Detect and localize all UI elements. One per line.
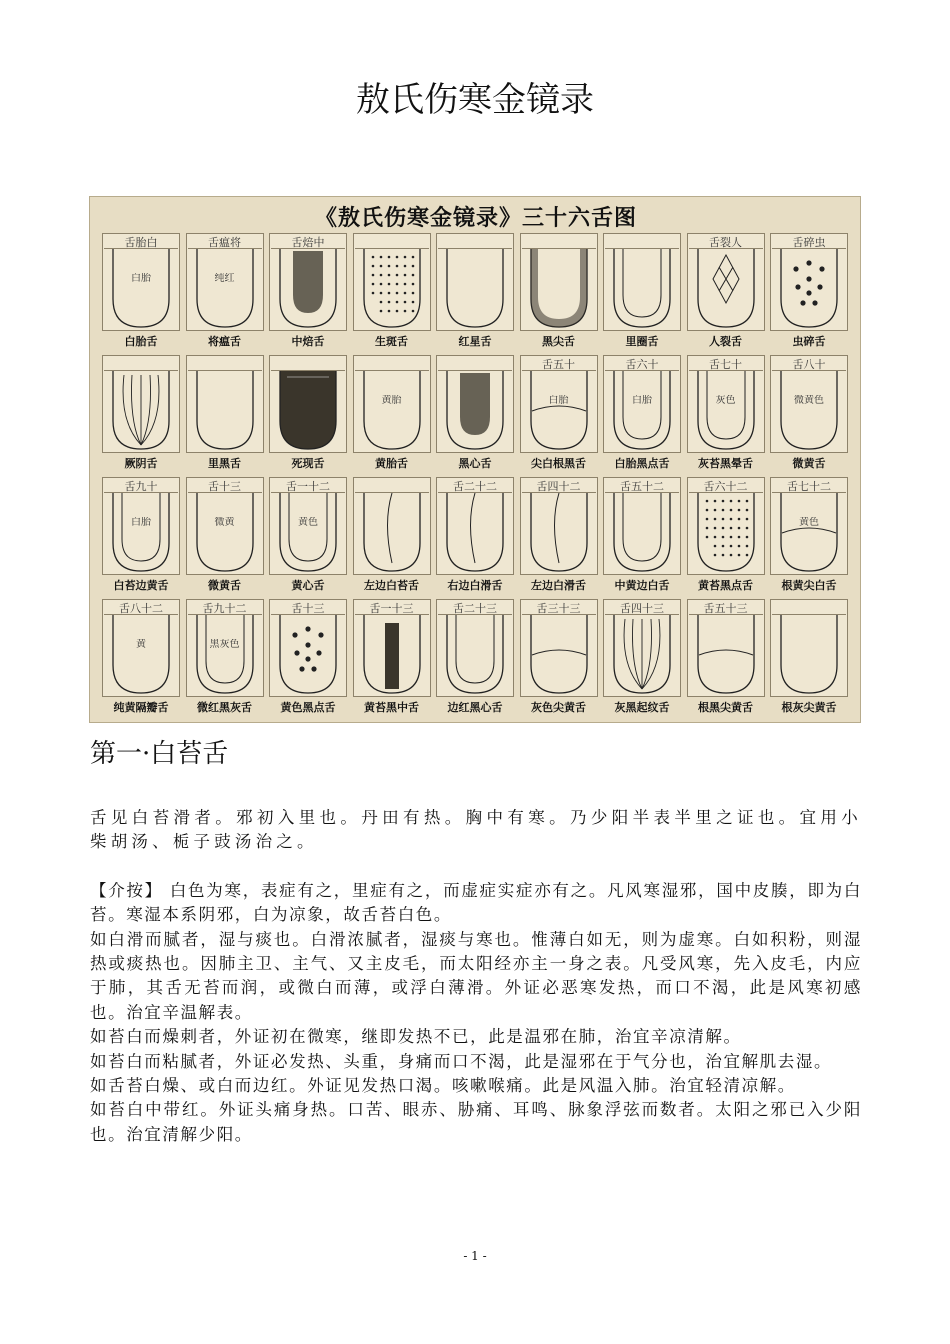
tongue-label: 中焙舌 xyxy=(291,335,325,348)
tongue-inner-text xyxy=(623,517,661,553)
tongue-inner-text: 黄色 xyxy=(298,517,318,528)
tongue-header: 舌七十 xyxy=(689,356,763,371)
tongue-inner-text xyxy=(373,273,411,309)
tongue-figure xyxy=(100,475,182,595)
tongue-label: 灰苔黑晕舌 xyxy=(698,457,753,470)
tongue-inner-text: 白胎 xyxy=(131,517,151,528)
tongue-label: 黄苔黑点舌 xyxy=(698,579,753,592)
tongue-header xyxy=(772,600,846,615)
paragraph: 如苔白而粘腻者，外证必发热、头重，身痛而口不渴，此是湿邪在于气分也，治宜解肌去湿。 xyxy=(90,1051,833,1071)
tongue-inner-text xyxy=(707,639,745,675)
tongue-label: 中黄边白舌 xyxy=(614,579,670,592)
document-title: 敖氏伤寒金镜录 xyxy=(356,80,594,120)
tongue-label: 左边白苔舌 xyxy=(364,579,419,592)
tongue-label: 微红黑灰舌 xyxy=(197,701,252,714)
tongue-label: 根灰尖黄舌 xyxy=(781,701,837,714)
tongue-inner-text: 微黄 xyxy=(214,517,235,528)
tongue-inner-text xyxy=(707,273,745,309)
tongue-figure xyxy=(601,597,683,717)
tongue-figure xyxy=(184,597,266,717)
tongue-header: 舌一十三 xyxy=(355,600,429,615)
tongue-label: 黑心舌 xyxy=(458,457,492,470)
tongue-figure xyxy=(518,231,600,351)
tongue-header: 舌九十二 xyxy=(188,600,262,615)
tongue-header xyxy=(271,356,345,371)
tongue-label: 微黄舌 xyxy=(208,579,241,592)
tongue-figure xyxy=(184,353,266,473)
paragraph: 如白滑而腻者，湿与痰也。白滑浓腻者，湿痰与寒也。惟薄白如无，则为虚寒。白如积粉，则湿热或痰热也。因肺主卫、主气、又主皮毛，而太阳经亦主一身之表。凡受风寒，先入皮毛，内应于肺，其舌无苔而润，或微白而薄，或浮白薄滑。外证必恶寒发热，而口不渴，此是风寒初感也。治宜辛温解表。 xyxy=(90,929,862,1022)
tongue-figure xyxy=(518,475,600,595)
tongue-label: 将瘟舌 xyxy=(208,335,241,348)
tongue-inner-text xyxy=(540,273,578,309)
tongue-figure xyxy=(768,353,850,473)
tongue-label: 微黄舌 xyxy=(792,457,826,470)
tongue-header: 舌二十三 xyxy=(438,600,512,615)
tongue-header xyxy=(188,356,262,371)
tongue-label: 里黑舌 xyxy=(208,457,241,470)
tongue-label: 死现舌 xyxy=(291,457,325,470)
tongue-inner-text xyxy=(456,273,494,309)
tongue-figure xyxy=(685,597,767,717)
tongue-header: 舌六十二 xyxy=(689,478,763,493)
paragraph: 如舌苔白燥、或白而边红。外证见发热口渴。咳嗽喉痛。此是风温入肺。治宜轻清凉解。 xyxy=(90,1076,796,1096)
tongue-label: 灰色尖黄舌 xyxy=(531,701,586,714)
tongue-label: 黄苔黑中舌 xyxy=(364,701,419,714)
tongue-header: 舌五十 xyxy=(522,356,596,371)
tongue-figure xyxy=(434,231,516,351)
tongue-label: 厥阴舌 xyxy=(124,457,158,470)
tongue-label: 白胎舌 xyxy=(124,335,158,348)
tongue-figure xyxy=(100,231,182,351)
tongue-label: 白胎黑点舌 xyxy=(614,457,670,470)
tongue-label: 左边白滑舌 xyxy=(531,579,586,592)
tongue-figure xyxy=(768,597,850,717)
tongue-inner-text xyxy=(456,639,494,675)
paragraph: 【介按】 白色为寒，表症有之，里症有之，而虚症实症亦有之。凡风寒湿邪，国中皮腠，即为白苔。寒湿本系阴邪，白为凉象，故舌苔白色。 xyxy=(90,880,862,925)
tongue-inner-text xyxy=(289,639,327,675)
tongue-figure xyxy=(100,597,182,717)
tongue-figure xyxy=(184,475,266,595)
tongue-figure xyxy=(768,231,850,351)
tongue-figure xyxy=(267,353,349,473)
tongue-label: 红星舌 xyxy=(458,335,492,348)
tongue-header xyxy=(104,356,178,371)
tongue-figure xyxy=(518,597,600,717)
tongue-header xyxy=(355,478,429,493)
tongue-inner-text xyxy=(790,273,828,309)
tongue-inner-text xyxy=(790,639,828,675)
tongue-figure xyxy=(601,475,683,595)
paragraph: 舌见白苔滑者。邪初入里也。丹田有热。胸中有寒。乃少阳半表半里之证也。宜用小柴胡汤、栀子豉汤治之。 xyxy=(90,808,862,852)
tongue-header: 舌七十二 xyxy=(772,478,846,493)
tongue-inner-text xyxy=(623,639,661,675)
tongue-inner-text xyxy=(289,273,327,309)
plate-title: 《敖氏伤寒金镜录》三十六舌图 xyxy=(314,205,637,231)
tongue-header: 舌瘟将 xyxy=(188,234,262,249)
paragraph: 如苔白中带红。外证头痛身热。口苦、眼赤、胁痛、耳鸣、脉象浮弦而数者。太阳之邪已入少阳也。治宜清解少阳。 xyxy=(90,1100,862,1144)
tongue-figure xyxy=(434,353,516,473)
tongue-figure xyxy=(351,475,433,595)
tongue-inner-text xyxy=(289,395,327,431)
tongue-figure xyxy=(351,597,433,717)
tongue-inner-text xyxy=(623,273,661,309)
tongue-header: 舌裂人 xyxy=(689,234,763,249)
tongue-label: 尖白根黑舌 xyxy=(531,457,586,470)
tongue-header: 舌九十 xyxy=(104,478,178,493)
tongue-inner-text xyxy=(540,639,578,675)
tongue-label: 边红黑心舌 xyxy=(447,701,503,714)
tongue-header xyxy=(605,234,679,249)
tongue-inner-text: 黄胎 xyxy=(381,395,402,406)
tongue-inner-text xyxy=(456,517,494,553)
tongue-inner-text: 微黄色 xyxy=(794,395,824,406)
tongue-figure xyxy=(351,231,433,351)
tongue-figure xyxy=(518,353,600,473)
tongue-figure xyxy=(267,597,349,717)
tongue-header xyxy=(438,234,512,249)
tongue-inner-text: 黑灰色 xyxy=(209,639,240,650)
tongue-figure xyxy=(685,231,767,351)
tongue-inner-text: 白胎 xyxy=(548,395,569,406)
tongue-inner-text xyxy=(373,639,411,675)
tongue-header: 舌八十二 xyxy=(104,600,178,615)
tongue-label: 右边白滑舌 xyxy=(447,579,503,592)
tongue-figure xyxy=(100,353,182,473)
tongue-label: 根黄尖白舌 xyxy=(781,579,837,592)
tongue-header: 舌碎虫 xyxy=(772,234,846,249)
tongue-header: 舌十三 xyxy=(271,600,345,615)
tongue-figure xyxy=(267,475,349,595)
tongue-diagram-plate xyxy=(89,196,861,723)
tongue-inner-text xyxy=(540,517,578,553)
tongue-header xyxy=(355,356,429,371)
tongue-header: 舌五十二 xyxy=(605,478,679,493)
tongue-label: 纯黄隔瓣舌 xyxy=(113,701,169,714)
tongue-figure xyxy=(768,475,850,595)
tongue-inner-text xyxy=(707,517,745,553)
tongue-label: 生斑舌 xyxy=(375,335,408,348)
tongue-label: 黑尖舌 xyxy=(542,335,575,348)
tongue-header: 舌五十三 xyxy=(689,600,763,615)
tongue-figure xyxy=(434,597,516,717)
tongue-header: 舌一十二 xyxy=(271,478,345,493)
tongue-header: 舌三十三 xyxy=(522,600,596,615)
tongue-label: 虫碎舌 xyxy=(792,335,826,348)
tongue-inner-text: 黄色 xyxy=(799,517,819,528)
tongue-figure xyxy=(434,475,516,595)
tongue-inner-text xyxy=(373,517,411,553)
tongue-header: 舌四十三 xyxy=(605,600,679,615)
tongue-label: 根黑尖黄舌 xyxy=(698,701,753,714)
tongue-inner-text: 纯红 xyxy=(214,273,235,284)
tongue-header xyxy=(438,356,512,371)
tongue-figure xyxy=(351,353,433,473)
tongue-header: 舌二十二 xyxy=(438,478,512,493)
tongue-header xyxy=(522,234,596,249)
tongue-inner-text xyxy=(122,395,160,431)
tongue-inner-text xyxy=(206,395,244,431)
tongue-label: 白苔边黄舌 xyxy=(113,579,169,592)
tongue-label: 人裂舌 xyxy=(709,335,742,348)
tongue-figure xyxy=(601,231,683,351)
page-number: - 1 - xyxy=(463,1249,487,1263)
tongue-figure xyxy=(184,231,266,351)
tongue-label: 黄胎舌 xyxy=(375,457,408,470)
tongue-header: 舌四十二 xyxy=(522,478,596,493)
tongue-header: 舌八十 xyxy=(772,356,846,371)
tongue-inner-text: 黄 xyxy=(136,639,146,650)
tongue-figure xyxy=(601,353,683,473)
tongue-header: 舌焙中 xyxy=(271,234,345,249)
tongue-inner-text: 白胎 xyxy=(131,273,151,284)
tongue-inner-text xyxy=(456,395,494,431)
tongue-label: 里圈舌 xyxy=(625,335,659,348)
tongue-header: 舌十三 xyxy=(188,478,262,493)
tongue-label: 黄心舌 xyxy=(291,579,325,592)
tongue-inner-text: 灰色 xyxy=(715,395,736,406)
paragraph: 如苔白而燥刺者，外证初在微寒，继即发热不已，此是温邪在肺，治宜辛凉清解。 xyxy=(90,1027,742,1047)
tongue-figure xyxy=(685,353,767,473)
tongue-label: 灰黑起纹舌 xyxy=(614,701,670,714)
tongue-grid xyxy=(100,231,852,717)
tongue-header xyxy=(355,234,429,249)
body-text xyxy=(90,806,862,1147)
tongue-inner-text: 白胎 xyxy=(632,395,652,406)
tongue-figure xyxy=(685,475,767,595)
tongue-header: 舌六十 xyxy=(605,356,679,371)
tongue-header: 舌胎白 xyxy=(104,234,178,249)
tongue-label: 黄色黑点舌 xyxy=(280,701,336,714)
section-heading: 第一·白苔舌 xyxy=(90,739,229,769)
tongue-figure xyxy=(267,231,349,351)
